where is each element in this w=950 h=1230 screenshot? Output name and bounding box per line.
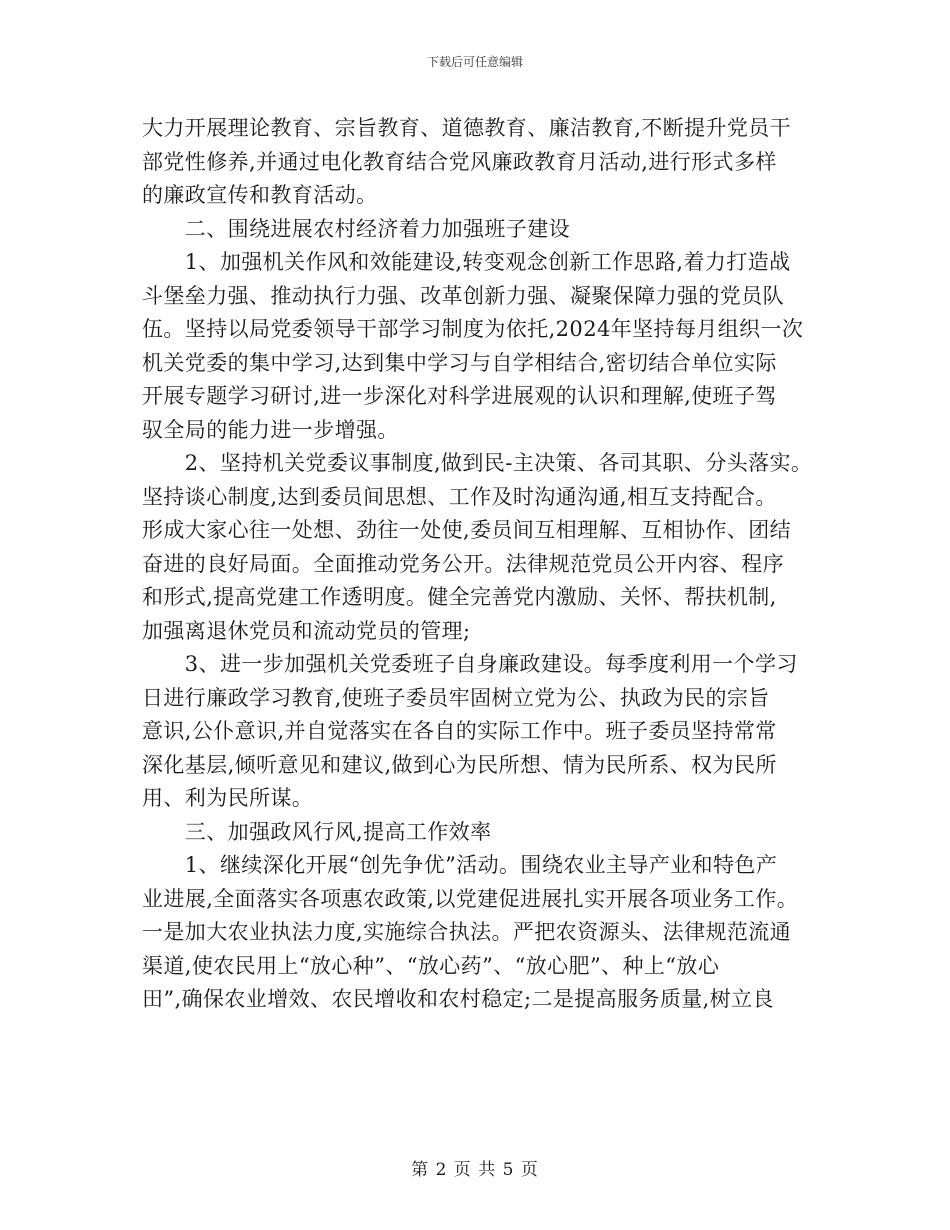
- text-line: 机关党委的集中学习,达到集中学习与自学相结合,密切结合单位实际: [142, 350, 777, 375]
- text-line: 和形式,提高党建工作透明度。健全完善党内激励、关怀、帮扶机制,: [142, 585, 777, 609]
- text-line: 斗堡垒力强、推动执行力强、改革创新力强、凝聚保障力强的党员队: [142, 283, 784, 308]
- text-line: 2、坚持机关党委议事制度,做到民-主决策、各司其职、分头落实。: [142, 451, 813, 475]
- text-line: 驭全局的能力进一步增强。: [142, 417, 399, 442]
- page-header: 下载后可任意编辑: [426, 55, 523, 69]
- text-line: 1、继续深化开展“创先争优”活动。围绕农业主导产业和特色产: [142, 853, 778, 877]
- text-line: 一是加大农业执法力度,实施综合执法。严把农资源头、法律规范流通: [142, 920, 792, 944]
- text-line: 业进展,全面落实各项惠农政策,以党建促进展扎实开展各项业务工作。: [142, 886, 799, 911]
- text-line: 开展专题学习研讨,进一步深化对科学进展观的认识和理解,使班子驾: [142, 384, 777, 408]
- text-line: 形成大家心往一处想、劲往一处使,委员间互相理解、互相协作、团结: [142, 518, 792, 542]
- text-line: 加强离退休党员和流动党员的管理;: [142, 618, 471, 643]
- text-line: 深化基层,倾听意见和建议,做到心为民所想、情为民所系、权为民所: [142, 752, 777, 777]
- text-line: 坚持谈心制度,达到委员间思想、工作及时沟通沟通,相互支持配合。: [142, 484, 777, 509]
- document-body: [142, 112, 822, 1017]
- text-line: 用、利为民所谋。: [142, 786, 314, 810]
- text-line: 部党性修养,并通过电化教育结合党风廉政教育月活动,进行形式多样: [142, 149, 777, 174]
- text-line: 的廉政宣传和教育活动。: [142, 183, 378, 207]
- text-line: 意识,公仆意识,并自觉落实在各自的实际工作中。班子委员坚持常常: [142, 719, 777, 743]
- text-line: 1、加强机关作风和效能建设,转变观念创新工作思路,着力打造战: [142, 250, 791, 274]
- text-line: 奋进的良好局面。全面推动党务公开。法律规范党员公开内容、程序: [142, 551, 784, 576]
- text-line: 3、进一步加强机关党委班子自身廉政建设。每季度利用一个学习: [142, 652, 798, 676]
- section-heading: 三、加强政风行风,提高工作效率: [142, 819, 492, 844]
- text-line: 日进行廉政学习教育,使班子委员牢固树立党为公、执政为民的宗旨: [142, 685, 770, 710]
- page-number: 第 2 页 共 5 页: [411, 1160, 539, 1180]
- section-heading: 二、围绕进展农村经济着力加强班子建设: [142, 216, 570, 241]
- text-line: 大力开展理论教育、宗旨教育、道德教育、廉洁教育,不断提升党员干: [142, 116, 792, 140]
- text-line: 伍。坚持以局党委领导干部学习制度为依托,2024年坚持每月组织一次: [142, 317, 804, 341]
- text-line: 渠道,使农民用上“放心种”、“放心药”、“放心肥”、种上“放心: [142, 953, 720, 978]
- text-line: 田”,确保农业增效、农民增收和农村稳定;二是提高服务质量,树立良: [142, 987, 774, 1011]
